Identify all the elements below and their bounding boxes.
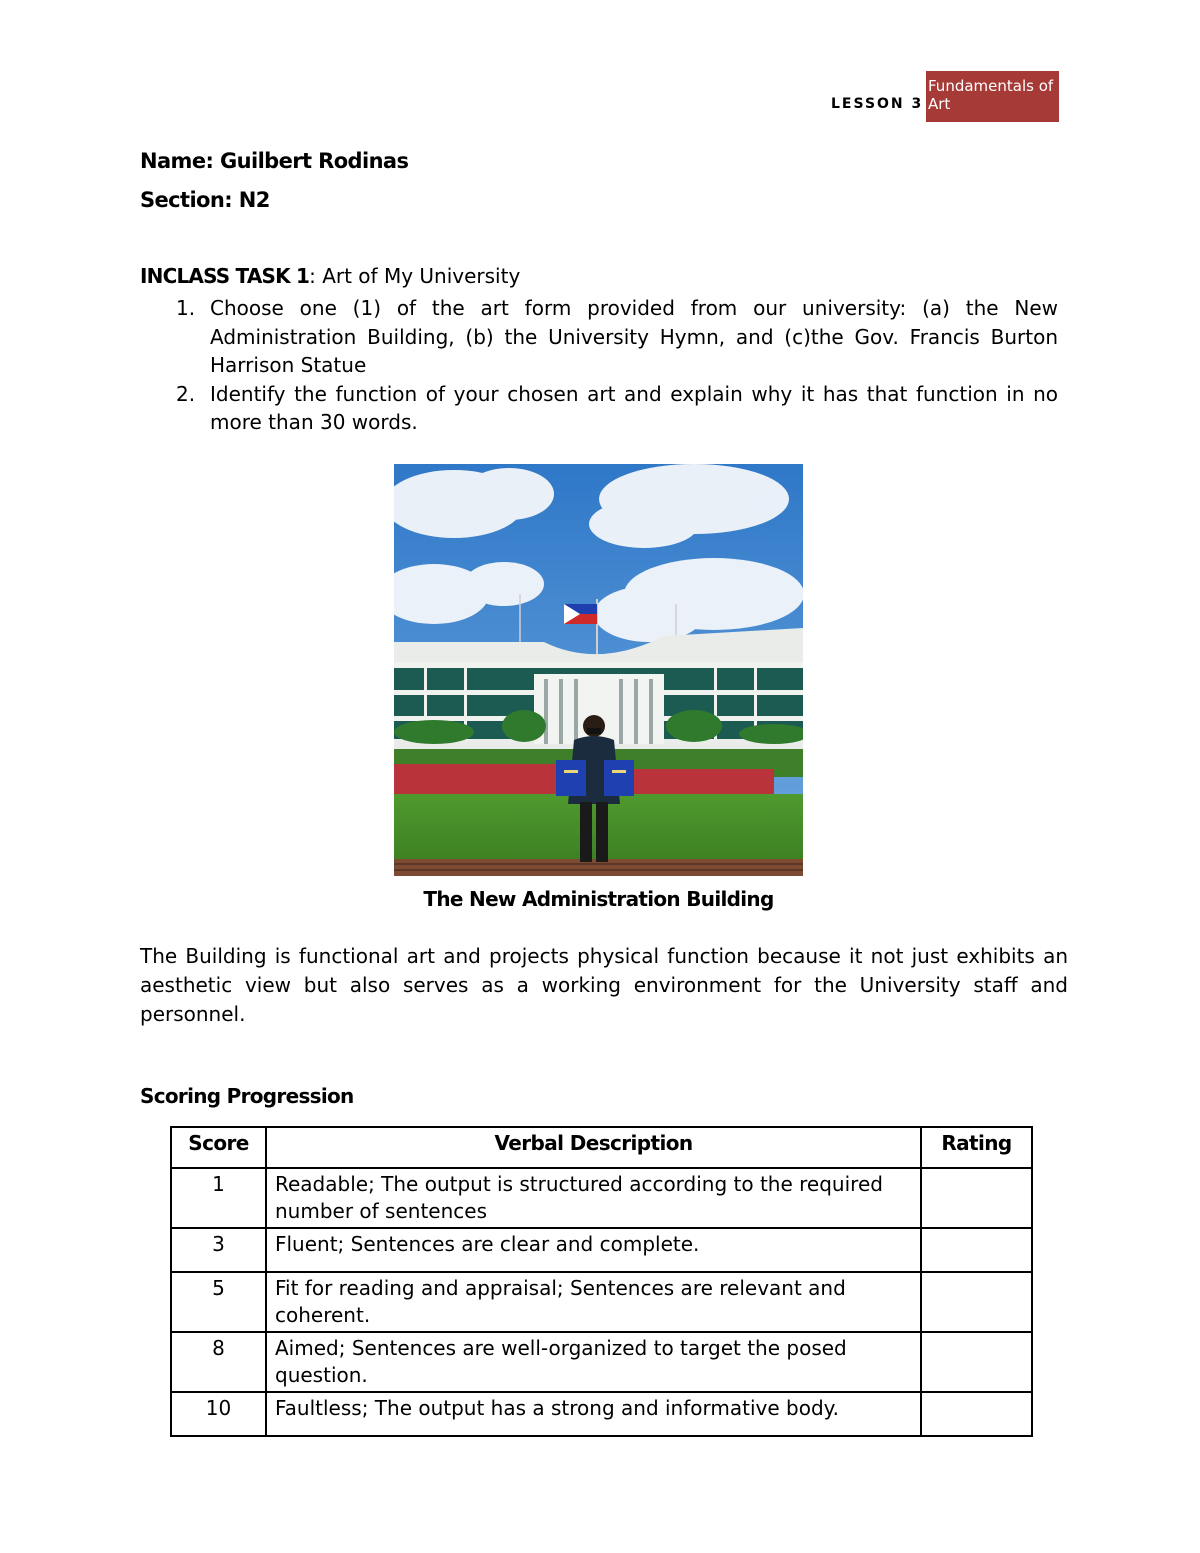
- student-section: Section: N2: [140, 188, 270, 212]
- task-instructions: [140, 294, 1058, 437]
- description-cell: Fluent; Sentences are clear and complete.: [266, 1228, 921, 1272]
- building-photo: [394, 464, 803, 876]
- instruction-item: [140, 380, 1058, 437]
- table-row: [171, 1332, 1032, 1392]
- rating-cell: [921, 1392, 1032, 1436]
- rating-cell: [921, 1168, 1032, 1228]
- instruction-text: Choose one (1) of the art form provided from our university: (a) the New Administration Building, (b) the University Hymn, and (c)the Gov. Francis Burton Harrison Statue: [210, 296, 1058, 377]
- description-cell: Readable; The output is structured according to the required number of sentences: [266, 1168, 921, 1228]
- task-heading-label: INCLASS TASK 1: [140, 264, 310, 288]
- instruction-number: 1.: [176, 296, 196, 320]
- score-cell: 8: [171, 1332, 266, 1392]
- instruction-item: [140, 294, 1058, 380]
- instruction-text: Identify the function of your chosen art and explain why it has that function in no more than 30 words.: [210, 381, 1058, 434]
- task-heading: [140, 264, 520, 288]
- description-cell: Fit for reading and appraisal; Sentences are relevant and coherent.: [266, 1272, 921, 1332]
- score-cell: 1: [171, 1168, 266, 1228]
- instruction-number: 2.: [176, 381, 196, 406]
- rating-cell: [921, 1228, 1032, 1272]
- task-heading-title: : Art of My University: [309, 264, 521, 288]
- scoring-heading: Scoring Progression: [140, 1084, 354, 1108]
- student-name: Name: Guilbert Rodinas: [140, 149, 409, 173]
- table-row: [171, 1168, 1032, 1228]
- score-cell: 5: [171, 1272, 266, 1332]
- table-header-row: [171, 1127, 1032, 1168]
- rating-cell: [921, 1332, 1032, 1392]
- table-row: [171, 1272, 1032, 1332]
- scoring-table: [170, 1126, 1033, 1437]
- column-header-rating: Rating: [921, 1127, 1032, 1168]
- description-cell: Faultless; The output has a strong and informative body.: [266, 1392, 921, 1436]
- score-cell: 10: [171, 1392, 266, 1436]
- table-row: [171, 1392, 1032, 1436]
- column-header-score: Score: [171, 1127, 266, 1168]
- photo-caption: The New Administration Building: [423, 887, 774, 911]
- answer-paragraph: The Building is functional art and projects physical function because it not just exhibits an aesthetic view but also serves as a working environment for the University staff and personnel.: [140, 944, 1068, 1026]
- column-header-description: Verbal Description: [266, 1127, 921, 1168]
- score-cell: 3: [171, 1228, 266, 1272]
- table-row: [171, 1228, 1032, 1272]
- lesson-label: LESSON 3: [831, 96, 924, 112]
- course-title-badge: Fundamentals of Art: [926, 71, 1059, 122]
- rating-cell: [921, 1272, 1032, 1332]
- description-cell: Aimed; Sentences are well-organized to target the posed question.: [266, 1332, 921, 1392]
